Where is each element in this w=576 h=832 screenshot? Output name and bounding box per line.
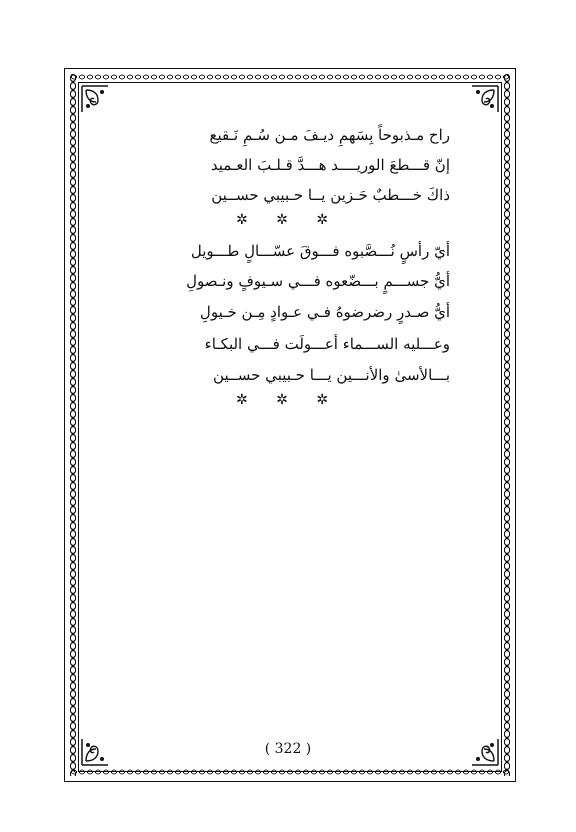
- star-separator: ✲ ✲ ✲: [235, 212, 341, 228]
- verse-line: أيُّ صـدرٍ رضرضوهُ فـي عـوادٍ مِـن خـيولِ: [199, 303, 450, 321]
- verse-line: بـــالأسىٰ والأنـــين يـــا حـبيبي حســين: [213, 366, 450, 384]
- verse-line: أيّ رأسٍ نُـــصَّبوه فـــوقَ عسّـــالٍ طـــويل: [190, 242, 450, 260]
- border-chain-right: [503, 74, 511, 776]
- corner-ornament-top-left-icon: [80, 84, 110, 114]
- border-chain-left: [69, 74, 77, 776]
- border-chain-top: [70, 73, 510, 81]
- verse-line: راح مـذبوحاً بِسَهمِ ديـفَ مـن سُـمِ نَـقيع: [209, 126, 450, 144]
- verse-line: إنّ قـــطعَ الوريــــد هـــدَّ قـلـبَ العـميد: [210, 156, 450, 174]
- verse-line: ذاكَ خـــطبٌ حَـزين يــا حـبيبي حســين: [211, 186, 450, 204]
- verse-line: أيُّ جســـمٍ بـــضّعوه فـــي سـيوفٍ ونـصولِ: [186, 272, 450, 290]
- page-number: ( 322 ): [264, 741, 312, 757]
- corner-ornament-top-right-icon: [470, 84, 500, 114]
- verse-line: وعـــليه الســـماء أعـــولَت فـــي البكـاء: [204, 335, 450, 353]
- star-separator: ✲ ✲ ✲: [235, 392, 341, 408]
